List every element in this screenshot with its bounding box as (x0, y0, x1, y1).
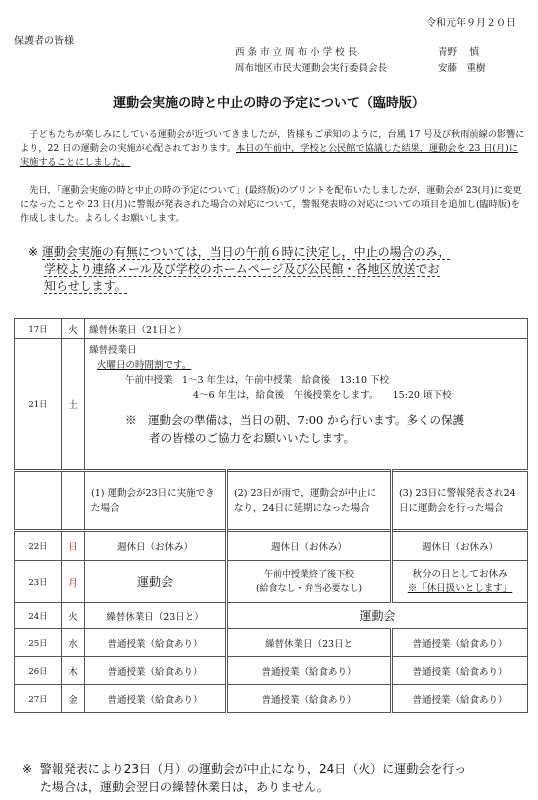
schedule-cell: 普通授業（給食あり） (392, 629, 528, 657)
day-cell: 25日 (15, 629, 62, 657)
schedule-cell (85, 339, 528, 471)
schedule-cell: 繰替休業日（23日と (227, 629, 392, 657)
notice-mark: ※ (28, 245, 39, 259)
notice-text: 知らせします。 (44, 279, 127, 293)
notice-line (28, 244, 528, 261)
schedule-cell: 普通授業（給食あり） (85, 685, 227, 713)
table-row (15, 531, 528, 561)
schedule-line: ※「休日扱いとします」 (407, 582, 513, 594)
weekday-cell: 月 (62, 561, 85, 603)
table-row (15, 657, 528, 685)
column-header: (2) 23日が雨で，運動会が中止になり，24日に延期になった場合 (227, 471, 392, 531)
table-row (15, 603, 528, 629)
footer-line (22, 760, 527, 778)
document-date: 令和元年９月２０日 (426, 18, 516, 29)
footer-text: 警報発表により23日（月）の運動会が中止になり，24日（火）に運動会を行っ (39, 762, 467, 776)
schedule-line: (給食なし・弁当必要なし) (255, 583, 363, 594)
weekday-cell: 木 (62, 657, 85, 685)
schedule-cell: 普通授業（給食あり） (227, 657, 392, 685)
column-header: (3) 23日に警報発表され24日に運動会を行った場合 (392, 471, 528, 531)
table-row (15, 629, 528, 657)
schedule-line: 秋分の日としてお休み (412, 568, 508, 580)
day-cell: 24日 (15, 603, 62, 629)
sender-name: 青野 慎 (438, 47, 480, 58)
schedule-cell: 運動会 (227, 603, 528, 629)
update-paragraph: 先日，「運動会実施の時と中止の時の予定について」(最終版)のプリントを配布いたしましたが，運動会が 23(月)に変更になったことや 23 日(月)に警報が発表された場合の対応について，警報発表時の対応についての項目を追加し(臨時版)を作成しました。よろしくお願いします。 (20, 185, 522, 224)
table-row (15, 685, 528, 713)
schedule-line: 4～6 年生は，給食後 午後授業をします。 15:20 頃下校 (193, 390, 452, 401)
schedule-cell: 普通授業（給食あり） (227, 685, 392, 713)
table-header-row (15, 471, 528, 531)
schedule-cell: 普通授業（給食あり） (85, 657, 227, 685)
weekday-cell: 金 (62, 685, 85, 713)
table-row (15, 319, 528, 339)
intro-paragraph (20, 128, 525, 170)
notice-text: 運動会実施の有無については，当日の午前６時に決定し，中止の場合のみ， (41, 245, 451, 259)
schedule-cell (227, 561, 392, 603)
schedule-cell: 週休日（お休み） (392, 531, 528, 561)
weekday-cell: 水 (62, 629, 85, 657)
day-cell: 23日 (15, 561, 62, 603)
weekday-cell: 火 (62, 319, 85, 339)
weekday-cell: 日 (62, 531, 85, 561)
sender-org: 周布地区市民大運動会実行委員会長 (234, 63, 387, 74)
schedule-cell: 週休日（お休み） (85, 531, 227, 561)
notice-line (28, 278, 528, 295)
schedule-cell: 繰替休業日（23日と） (85, 603, 227, 629)
intro-text: 子どもたちが楽しみにしている運動会が近づいてきましたが，皆様もご承知のように，台風 17 号及び秋雨前線の影響により，22 日の運動会の実施が心配されております。 (20, 129, 525, 154)
decision-text: 本日の午前中，学校と公民館で協議した結果，運動会を 23 日(月)に実施することにしました。 (20, 143, 518, 168)
table-row (15, 339, 528, 471)
addressee: 保護者の皆様 (14, 36, 74, 47)
page-title: 運動会実施の時と中止の時の予定について（臨時版） (113, 96, 425, 111)
table-row (15, 561, 528, 603)
day-cell: 21日 (15, 339, 62, 471)
schedule-table (14, 318, 528, 713)
schedule-cell: 普通授業（給食あり） (392, 657, 528, 685)
footer-note (22, 760, 527, 796)
schedule-line: 繰替授業日 (89, 345, 137, 356)
day-cell: 26日 (15, 657, 62, 685)
schedule-line: ※ 運動会の準備は，当日の朝、7:00 から行います。多くの保護 (125, 413, 465, 427)
schedule-cell: 運動会 (85, 561, 227, 603)
sender-org: 西 条 市 立 周 布 小 学 校 長 (234, 47, 358, 58)
day-cell: 27日 (15, 685, 62, 713)
footer-line: た場合は，運動会翌日の繰替休業日は，ありません。 (40, 780, 329, 794)
sender-principal (235, 44, 498, 58)
column-header: (1) 運動会が23日に実施できた場合 (85, 471, 227, 531)
schedule-cell: 週休日（お休み） (227, 531, 392, 561)
notice-block (28, 244, 528, 295)
schedule-line: 午前中授業終了後下校 (263, 569, 354, 580)
schedule-cell: 普通授業（給食あり） (85, 629, 227, 657)
schedule-line: 者の皆様のご協力をお願いいたします。 (149, 431, 356, 445)
schedule-line: 午前中授業 1～3 年生は，午前中授業 給食後 13:10 下校 (125, 375, 390, 386)
notice-text: 学校より連絡メール及び学校のホームページ及び公民館・各地区放送でお (44, 262, 440, 276)
day-cell: 17日 (15, 319, 62, 339)
day-cell: 22日 (15, 531, 62, 561)
sender-name: 安藤 重樹 (438, 63, 486, 74)
schedule-cell: 普通授業（給食あり） (392, 685, 528, 713)
schedule-line: 火曜日の時間割です。 (97, 360, 192, 371)
weekday-cell: 土 (62, 339, 85, 471)
schedule-cell (392, 561, 528, 603)
weekday-cell: 火 (62, 603, 85, 629)
schedule-cell: 繰替休業日（21日と） (85, 319, 528, 339)
footer-mark: ※ (22, 762, 33, 776)
notice-line (28, 261, 528, 278)
sender-committee (235, 60, 498, 74)
